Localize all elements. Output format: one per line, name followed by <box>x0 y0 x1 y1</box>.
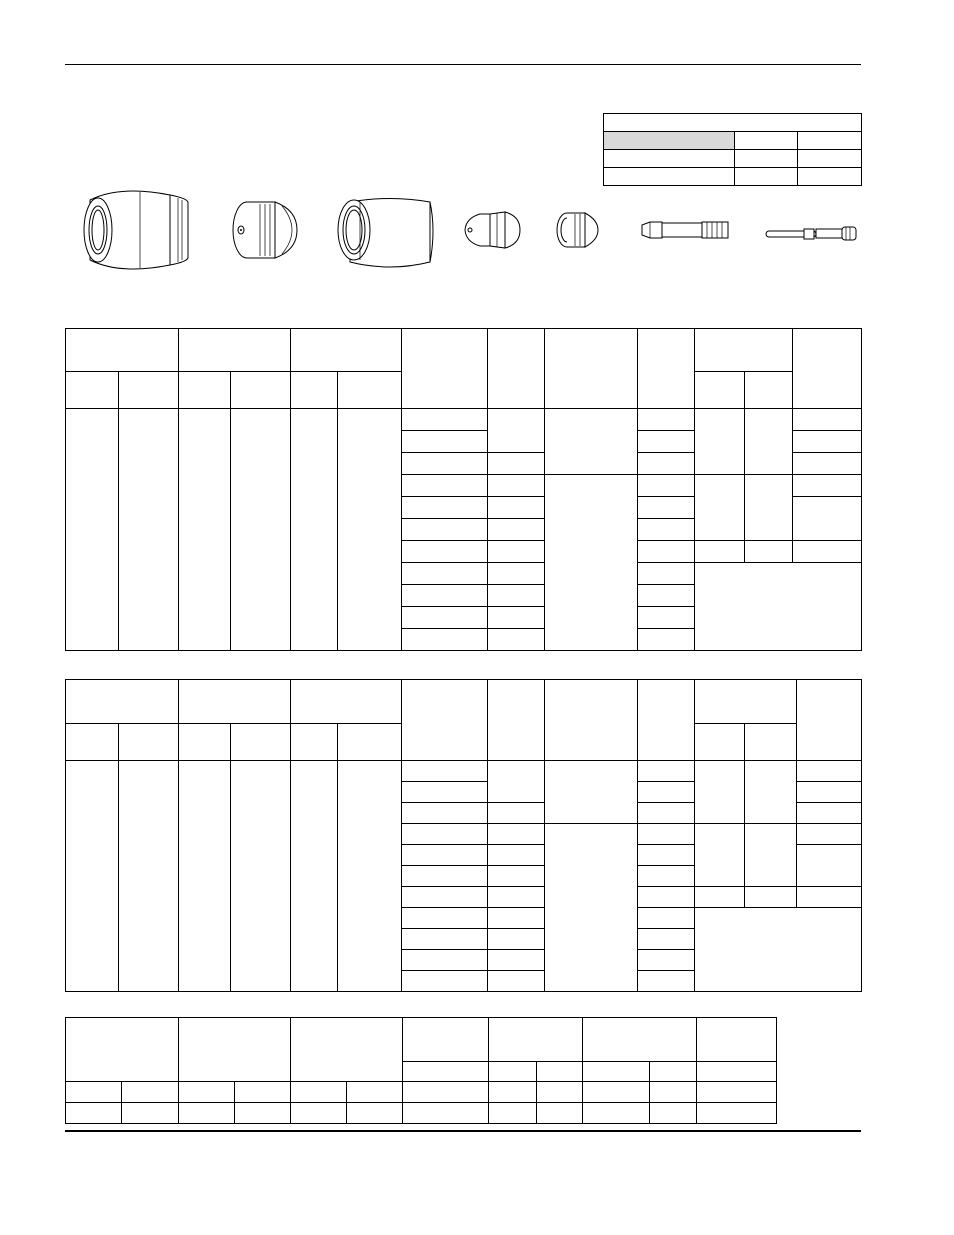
table-cell <box>638 803 695 824</box>
table-cell <box>793 541 862 563</box>
table-subheader-cell <box>179 372 231 409</box>
table-cell <box>638 453 695 475</box>
table-cell <box>488 803 545 824</box>
table-cell <box>488 845 545 866</box>
table-cell <box>488 908 545 929</box>
table-cell <box>793 431 862 453</box>
table-cell <box>488 824 545 845</box>
table-cell <box>235 1103 291 1124</box>
legend-cell <box>798 132 862 150</box>
table-cell <box>695 475 745 541</box>
table-cell <box>402 971 488 992</box>
table-cell <box>638 409 695 431</box>
table-cell <box>638 908 695 929</box>
table-cell <box>583 1082 650 1103</box>
table-header-cell <box>291 1018 403 1082</box>
table-header-cell <box>638 680 695 761</box>
table-cell <box>338 761 402 992</box>
table-subheader-cell <box>231 372 291 409</box>
table-cell <box>488 929 545 950</box>
table-cell <box>695 824 745 887</box>
table-cell <box>402 866 488 887</box>
table-cell <box>793 409 862 431</box>
table-cell <box>402 761 488 782</box>
table-cell <box>402 782 488 803</box>
table-subheader-cell <box>119 372 179 409</box>
table-cell <box>291 1103 347 1124</box>
table-header-cell <box>402 329 488 409</box>
table-cell <box>638 563 695 585</box>
table-cell <box>347 1103 403 1124</box>
table-cell <box>66 1082 122 1103</box>
table-cell <box>235 1082 291 1103</box>
table-cell <box>545 409 638 475</box>
table-cell <box>638 761 695 782</box>
table-subheader-cell <box>697 1062 777 1082</box>
table-cell <box>545 824 638 992</box>
table-cell <box>402 908 488 929</box>
table-cell <box>697 1082 777 1103</box>
table-cell <box>489 1082 537 1103</box>
table-cell <box>488 887 545 908</box>
retaining-cap-icon <box>84 191 188 269</box>
table-subheader-cell <box>291 372 338 409</box>
table-cell <box>231 761 291 992</box>
swirl-ring-icon <box>557 213 598 247</box>
table-cell <box>119 409 179 651</box>
table-cell <box>638 497 695 519</box>
table-cell <box>402 887 488 908</box>
table-cell <box>638 519 695 541</box>
table-subheader-cell <box>650 1062 697 1082</box>
table-cell <box>231 409 291 651</box>
table-cell <box>402 607 488 629</box>
table-cell <box>545 761 638 824</box>
table-header-cell <box>793 329 862 409</box>
table-cell <box>488 453 545 475</box>
table-cell <box>488 761 545 803</box>
table-cell <box>291 409 338 651</box>
table-cell <box>488 519 545 541</box>
table-cell <box>402 409 488 431</box>
table-cell <box>793 453 862 475</box>
table-cell <box>489 1103 537 1124</box>
table-cell <box>745 475 793 541</box>
table-cell <box>638 887 695 908</box>
table-cell <box>638 475 695 497</box>
table-subheader-cell <box>695 372 745 409</box>
table-cell <box>179 761 231 992</box>
table-header-cell <box>402 680 488 761</box>
table-cell <box>745 761 797 824</box>
table-header-cell <box>489 1018 583 1062</box>
table-cell <box>488 971 545 992</box>
outer-retaining-cap-icon <box>338 199 433 268</box>
table-cell <box>488 629 545 651</box>
process-table-2 <box>65 679 862 992</box>
table-cell <box>638 585 695 607</box>
table-cell <box>650 1103 697 1124</box>
table-cell <box>488 409 545 453</box>
table-cell <box>745 824 797 887</box>
table-cell <box>697 1103 777 1124</box>
table-cell <box>797 782 862 803</box>
table-subheader-cell <box>66 372 119 409</box>
table-cell <box>402 453 488 475</box>
table-header-cell <box>66 1018 179 1082</box>
table-cell <box>402 431 488 453</box>
table-subheader-cell <box>537 1062 583 1082</box>
table-cell <box>695 541 745 563</box>
table-cell <box>793 497 862 541</box>
table-cell <box>402 585 488 607</box>
table-header-cell <box>545 680 638 761</box>
table-cell <box>638 541 695 563</box>
table-header-cell <box>403 1018 489 1062</box>
table-subheader-cell <box>745 372 793 409</box>
table-cell <box>537 1103 583 1124</box>
legend-cell <box>735 132 798 150</box>
table-subheader-cell <box>338 724 402 761</box>
table-cell <box>179 1103 235 1124</box>
table-subheader-cell <box>583 1062 650 1082</box>
table-cell <box>793 475 862 497</box>
table-cell <box>695 563 862 651</box>
table-header-cell <box>66 680 179 724</box>
table-cell <box>402 475 488 497</box>
table-subheader-cell <box>403 1062 489 1082</box>
table-header-cell <box>179 329 291 372</box>
table-header-cell <box>66 329 179 372</box>
table-cell <box>695 409 745 475</box>
table-cell <box>291 761 338 992</box>
table-cell <box>583 1103 650 1124</box>
table-cell <box>650 1082 697 1103</box>
table-cell <box>797 845 862 887</box>
water-tube-icon <box>766 227 856 240</box>
electrode-icon <box>642 222 728 238</box>
table-cell <box>638 629 695 651</box>
table-cell <box>66 1103 122 1124</box>
table-header-cell <box>179 680 291 724</box>
table-cell <box>638 607 695 629</box>
table-header-cell <box>291 329 402 372</box>
table-header-cell <box>545 329 638 409</box>
table-cell <box>488 497 545 519</box>
table-cell <box>797 824 862 845</box>
table-cell <box>537 1082 583 1103</box>
table-cell <box>179 409 231 651</box>
table-cell <box>488 585 545 607</box>
table-subheader-cell <box>231 724 291 761</box>
table-subheader-cell <box>66 724 119 761</box>
consumables-illustration <box>60 180 870 280</box>
legend-cell <box>604 150 735 168</box>
table-header-cell <box>697 1018 777 1062</box>
table-cell <box>402 845 488 866</box>
table-cell <box>66 761 119 992</box>
table-cell <box>122 1082 179 1103</box>
table-cell <box>745 409 793 475</box>
table-header-cell <box>797 680 862 761</box>
legend-cell <box>735 150 798 168</box>
table-cell <box>638 950 695 971</box>
table-cell <box>488 866 545 887</box>
table-cell <box>638 971 695 992</box>
table-header-cell <box>488 329 545 409</box>
table-cell <box>488 475 545 497</box>
table-cell <box>695 908 862 992</box>
nozzle-icon <box>465 212 520 248</box>
table-subheader-cell <box>291 724 338 761</box>
table-cell <box>402 497 488 519</box>
table-header-cell <box>488 680 545 761</box>
table-cell <box>797 761 862 782</box>
table-cell <box>488 541 545 563</box>
table-cell <box>403 1103 489 1124</box>
table-cell <box>488 563 545 585</box>
table-cell <box>638 431 695 453</box>
table-cell <box>745 541 793 563</box>
table-cell <box>291 1082 347 1103</box>
table-header-cell <box>695 329 793 372</box>
legend-table <box>603 113 862 186</box>
table-cell <box>638 782 695 803</box>
table-cell <box>119 761 179 992</box>
table-cell <box>66 409 119 651</box>
process-table-3 <box>65 1017 777 1124</box>
header-rule <box>65 64 861 65</box>
table-subheader-cell <box>338 372 402 409</box>
table-header-cell <box>583 1018 697 1062</box>
table-cell <box>402 824 488 845</box>
legend-cell <box>798 150 862 168</box>
table-cell <box>545 475 638 651</box>
table-cell <box>403 1082 489 1103</box>
table-header-cell <box>291 680 402 724</box>
table-cell <box>695 761 745 824</box>
table-cell <box>402 803 488 824</box>
table-cell <box>638 845 695 866</box>
table-cell <box>638 866 695 887</box>
table-cell <box>638 929 695 950</box>
table-header-cell <box>638 329 695 409</box>
table-subheader-cell <box>489 1062 537 1082</box>
table-cell <box>797 803 862 824</box>
process-table-1 <box>65 328 862 651</box>
table-cell <box>179 1082 235 1103</box>
table-cell <box>797 887 862 908</box>
table-subheader-cell <box>695 724 745 761</box>
table-cell <box>402 541 488 563</box>
legend-title-cell <box>604 114 862 132</box>
table-cell <box>402 563 488 585</box>
table-cell <box>338 409 402 651</box>
table-cell <box>122 1103 179 1124</box>
table-cell <box>402 629 488 651</box>
table-cell <box>745 887 797 908</box>
shield-icon <box>233 202 297 258</box>
table-cell <box>347 1082 403 1103</box>
table-subheader-cell <box>179 724 231 761</box>
table-subheader-cell <box>745 724 797 761</box>
legend-header-cell <box>604 132 735 150</box>
table-header-cell <box>179 1018 291 1082</box>
table-cell <box>402 519 488 541</box>
table-cell <box>402 950 488 971</box>
table-cell <box>638 824 695 845</box>
footer-rule <box>65 1130 861 1132</box>
table-header-cell <box>695 680 797 724</box>
table-subheader-cell <box>119 724 179 761</box>
table-cell <box>695 887 745 908</box>
table-cell <box>488 950 545 971</box>
table-cell <box>488 607 545 629</box>
table-cell <box>402 929 488 950</box>
